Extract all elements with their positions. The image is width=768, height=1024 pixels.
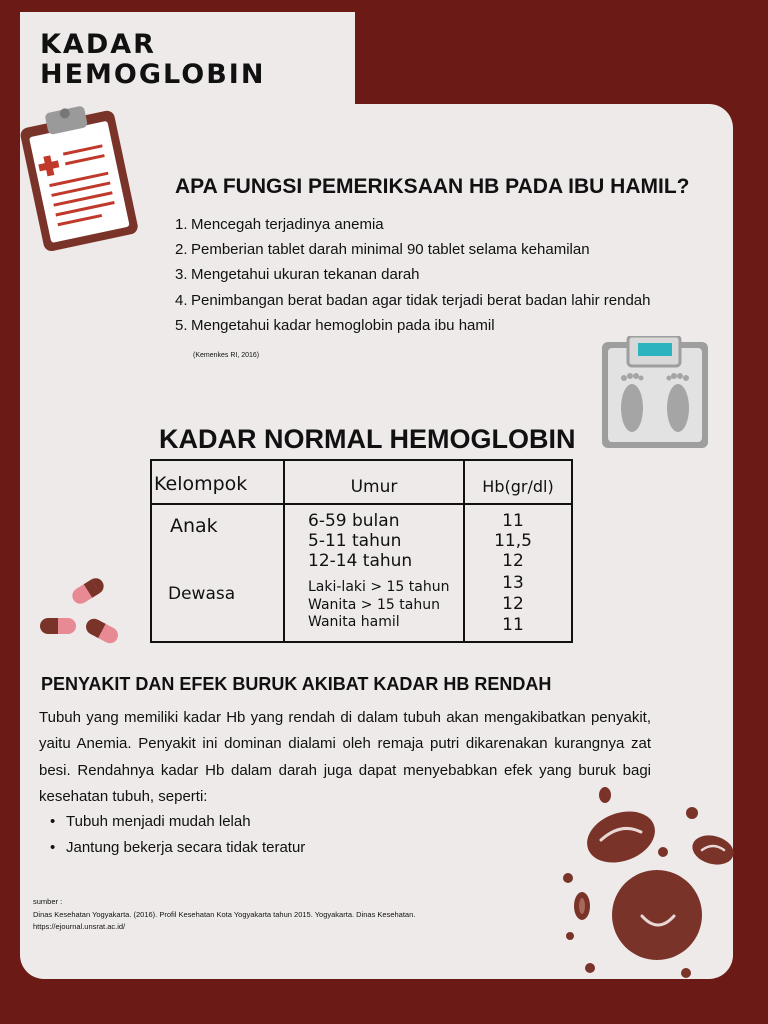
table-cell: 5-11 tahun <box>308 531 402 551</box>
scale-icon <box>600 336 712 452</box>
table-group: Dewasa <box>168 584 236 604</box>
table-cell: 11,5 <box>494 531 532 551</box>
table-cell: 11 <box>502 511 524 531</box>
table-cell: 6-59 bulan <box>308 511 400 531</box>
table-group: Anak <box>170 515 218 537</box>
table-cell: 12 <box>502 594 524 614</box>
pills-icon <box>36 572 126 650</box>
list-item: 4. Penimbangan berat badan agar tidak terjadi berat badan lahir rendah <box>175 291 651 309</box>
list-item: 2. Pemberian tablet darah minimal 90 tablet selama kehamilan <box>175 241 590 259</box>
fungsi-heading: APA FUNGSI PEMERIKSAAN HB PADA IBU HAMIL? <box>175 175 690 198</box>
list-item: • Jantung bekerja secara tidak teratur <box>50 839 306 856</box>
source-link[interactable]: https://ejournal.unsrat.ac.id/ <box>33 922 126 931</box>
list-item: 5. Mengetahui kadar hemoglobin pada ibu hamil <box>175 316 495 334</box>
list-item: • Tubuh menjadi mudah lelah <box>50 813 251 830</box>
table-cell: 12-14 tahun <box>308 551 413 571</box>
efek-heading: PENYAKIT DAN EFEK BURUK AKIBAT KADAR HB RENDAH <box>41 674 552 694</box>
table-cell: 11 <box>502 615 524 635</box>
table-header: Kelompok <box>154 473 248 495</box>
fungsi-list <box>175 214 651 340</box>
hemoglobin-table <box>150 459 573 643</box>
blood-cells-icon <box>556 780 736 980</box>
efek-paragraph: Tubuh yang memiliki kadar Hb yang rendah di dalam tubuh akan mengakibatkan penyakit, yaitu Anemia. Penyakit ini dominan dialami oleh remaja putri dikarenakan kurangnya zat besi. Rendahnya kadar Hb dalam darah juga dapat menyebabkan efek yang buruk bagi kesehatan tubuh, seperti: <box>39 709 651 805</box>
list-item: 3. Mengetahui ukuran tekanan darah <box>175 266 420 284</box>
title-line-1: KADAR <box>40 29 156 60</box>
table-cell: Laki-laki > 15 tahun <box>308 579 450 595</box>
list-item: 1. Mencegah terjadinya anemia <box>175 216 384 233</box>
table-cell: 13 <box>502 573 524 593</box>
table-cell: Wanita hamil <box>308 614 400 630</box>
clipboard-icon <box>14 100 144 260</box>
table-header: Hb(gr/dl) <box>482 477 554 496</box>
sources-label: sumber : <box>33 897 63 906</box>
title-line-2: HEMOGLOBIN <box>40 59 266 90</box>
citation: (Kemenkes RI, 2016) <box>193 352 260 359</box>
table-header: Umur <box>350 477 398 497</box>
sources <box>33 896 415 934</box>
table-cell: Wanita > 15 tahun <box>308 597 440 613</box>
efek-bullets <box>50 810 305 862</box>
normal-heading: KADAR NORMAL HEMOGLOBIN <box>159 424 576 454</box>
table-cell: 12 <box>502 551 524 571</box>
source-line: Dinas Kesehatan Yogyakarta. (2016). Profil Kesehatan Kota Yogyakarta tahun 2015. Yogyakarta. Dinas Kesehatan. <box>33 909 416 919</box>
